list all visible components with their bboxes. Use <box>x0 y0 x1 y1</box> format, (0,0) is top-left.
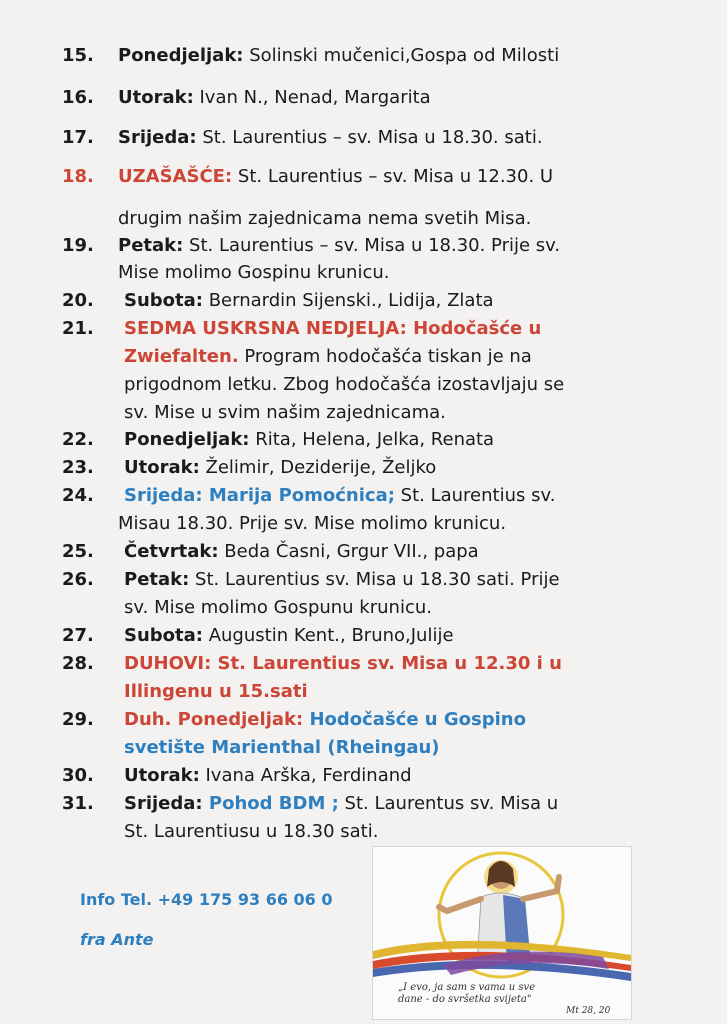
entry-text: St. Laurentius sv. Misa u 18.30 sati. Prije <box>189 569 560 590</box>
entry-number: 17. <box>62 127 94 148</box>
entry-text: Ivana Arška, Ferdinand <box>199 765 412 786</box>
feast-label: Pohod BDM ; <box>202 793 339 814</box>
day-label: Subota: <box>124 625 203 646</box>
feast-label: DUHOVI: St. Laurentius sv. Misa u 12.30 i u <box>124 653 562 674</box>
day-label: Subota: <box>124 290 203 311</box>
entry-text: Beda Časni, Grgur VII., papa <box>218 541 479 562</box>
entry-number: 24. <box>62 485 94 506</box>
feast-label-line2: Illingenu u 15.sati <box>124 681 308 702</box>
day-label: Ponedjeljak: <box>124 429 250 450</box>
entry-text-line2: Mise molimo Gospinu krunicu. <box>118 262 390 283</box>
pilgrimage-text: Hodočašće u Gospino <box>303 709 526 730</box>
entry-text-line4: sv. Mise u svim našim zajednicama. <box>124 402 446 423</box>
entry-text-line3: prigodnom letku. Zbog hodočašća izostavljaju se <box>124 374 565 395</box>
entry-text: Solinski mučenici,Gospa od Milosti <box>243 45 560 66</box>
entry-number: 31. <box>62 793 94 814</box>
bible-reference: Mt 28, 20 <box>566 1006 611 1016</box>
day-label: Četvrtak: <box>124 541 219 562</box>
day-label: Petak: <box>124 569 190 590</box>
day-label: Srijeda: <box>118 127 197 148</box>
signature: fra Ante <box>80 930 154 949</box>
day-label: Ponedjeljak: <box>118 45 244 66</box>
entry-number: 27. <box>62 625 94 646</box>
entry-text-line2: Misau 18.30. Prije sv. Mise molimo krunicu. <box>118 513 507 534</box>
entry-text: Rita, Helena, Jelka, Renata <box>249 429 495 450</box>
entry-text-line2: drugim našim zajednicama nema svetih Misa. <box>118 208 532 229</box>
feast-label: UZAŠAŠĆE: <box>118 166 233 187</box>
entry-text: Augustin Kent., Bruno,Julije <box>202 625 454 646</box>
entry-text: Program hodočašća tiskan je na <box>238 346 532 367</box>
entry-number: 19. <box>62 235 94 256</box>
entry-text-line2: St. Laurentiusu u 18.30 sati. <box>124 821 379 842</box>
day-label: Utorak: <box>124 457 200 478</box>
entry-number: 21. <box>62 318 94 339</box>
entry-number: 15. <box>62 45 94 66</box>
feast-label: Srijeda: Marija Pomoćnica; <box>124 485 395 506</box>
entry-text-line2: sv. Mise molimo Gospunu krunicu. <box>124 597 432 618</box>
entry-text: St. Laurentus sv. Misa u <box>338 793 559 814</box>
entry-number: 23. <box>62 457 94 478</box>
entry-number: 29. <box>62 709 94 730</box>
day-label: Utorak: <box>124 765 200 786</box>
info-phone: Info Tel. +49 175 93 66 06 0 <box>80 890 333 909</box>
entry-text: Želimir, Deziderije, Željko <box>199 457 437 478</box>
entry-number: 20. <box>62 290 94 311</box>
entry-text: St. Laurentius sv. <box>394 485 556 506</box>
entry-number: 26. <box>62 569 94 590</box>
entry-number: 25. <box>62 541 94 562</box>
entry-number: 30. <box>62 765 94 786</box>
entry-text: St. Laurentius – sv. Misa u 18.30. Prije sv. <box>183 235 561 256</box>
feast-label-cont: Zwiefalten. <box>124 346 239 367</box>
entry-text: St. Laurentius – sv. Misa u 12.30. U <box>232 166 554 187</box>
day-label: Utorak: <box>118 87 194 108</box>
feast-label: Duh. Ponedjeljak: <box>124 709 304 730</box>
bible-quote: „I evo, ja sam s vama u sve dane - do svršetka svijeta" <box>398 982 536 1005</box>
feast-label: SEDMA USKRSNA NEDJELJA: Hodočašće u <box>124 318 542 339</box>
day-label: Srijeda: <box>124 793 203 814</box>
entry-number: 28. <box>62 653 94 674</box>
entry-text: St. Laurentius – sv. Misa u 18.30. sati. <box>196 127 543 148</box>
entry-text: Ivan N., Nenad, Margarita <box>193 87 431 108</box>
day-label: Petak: <box>118 235 184 256</box>
entry-number: 22. <box>62 429 94 450</box>
entry-text: Bernardin Sijenski., Lidija, Zlata <box>202 290 494 311</box>
entry-number: 18. <box>62 166 94 187</box>
pilgrimage-text-line2: svetište Marienthal (Rheingau) <box>124 737 440 758</box>
entry-number: 16. <box>62 87 94 108</box>
